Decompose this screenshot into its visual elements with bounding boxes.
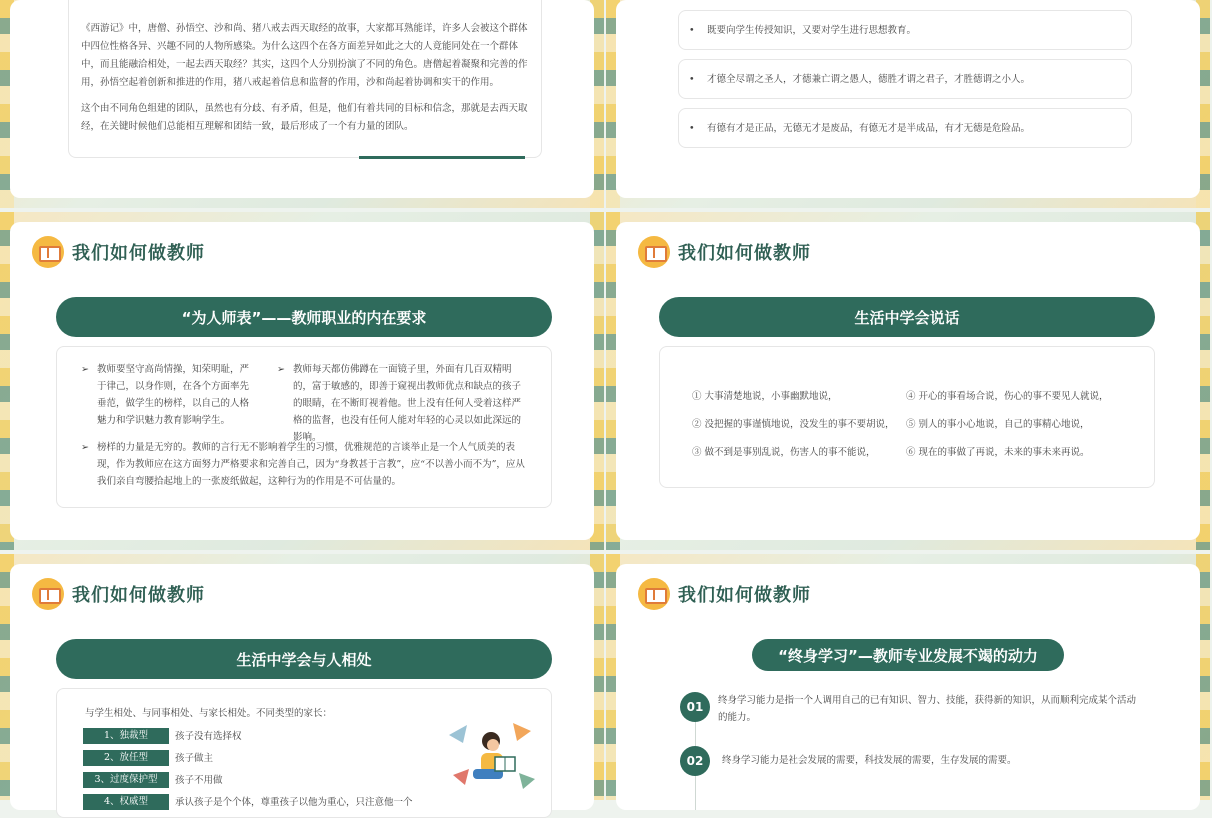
intro-text: 与学生相处、与同事相处、与家长相处。不同类型的家长：	[85, 708, 333, 719]
slide-card	[616, 0, 1200, 198]
content-box	[659, 346, 1155, 488]
parent-type-row	[83, 793, 433, 811]
slide-header	[32, 236, 205, 268]
slide-lifelong-learning	[606, 554, 1210, 800]
parent-type-tag: 2、放任型	[83, 750, 169, 766]
section-pill: “终身学习”—教师专业发展不竭的动力	[752, 639, 1064, 671]
slide-card	[616, 222, 1200, 540]
slide-getting-along	[0, 554, 604, 808]
book-icon	[638, 236, 670, 268]
step-text: 终身学习能力是指一个人调用自己的已有知识、智力、技能，获得新的知识，从而顺利完成某个活动的能力。	[718, 695, 1137, 723]
content-box	[56, 346, 552, 508]
story-paragraph: 《西游记》中，唐僧、孙悟空、沙和尚、猪八戒去西天取经的故事，大家都耳熟能详，许多人会被这个群体中四位性格各异、兴趣不同的人物所感染。为什么这四个在各方面差异如此之大的人竟能同处在一个群体中，而且能融洽相处，一起去西天取经？其实，这四个人分别扮演了不同的角色。唐僧起着凝聚和完善的作用，孙悟空起着创新和推进的作用，猪八戒起着信息和监督的作用，沙和尚起着协调和实干的作用。	[81, 23, 528, 88]
bullet-marker: •	[689, 122, 695, 134]
accent-bar	[359, 156, 525, 159]
parent-type-row	[83, 727, 433, 745]
slide-header	[638, 578, 811, 610]
slide-header	[32, 578, 205, 610]
bullet-item	[81, 361, 251, 429]
parent-types-list	[83, 727, 433, 815]
parent-type-row	[83, 771, 433, 789]
bullet-marker: •	[689, 24, 695, 36]
slide-virtue-talent	[606, 0, 1210, 208]
text-box	[68, 0, 542, 158]
section-pill: 生活中学会说话	[659, 297, 1155, 337]
arrow-marker: ➢	[81, 442, 89, 453]
bullet-text: 教师要坚守高尚情操，知荣明耻，严于律己，以身作则，在各个方面率先垂范，做学生的榜样，以自己的人格魅力和学识魅力教育影响学生。	[97, 364, 250, 426]
book-icon	[32, 578, 64, 610]
tip-item: ⑤ 别人的事小心地说，自己的事精心地说，	[906, 419, 1090, 430]
arrow-marker: ➢	[81, 364, 89, 375]
reading-girl-illustration	[443, 715, 539, 805]
team-paragraph: 这个由不同角色组建的团队，虽然也有分歧、有矛盾，但是，他们有着共同的目标和信念，那就是去西天取经，在关键时候他们总能相互理解和团结一致，最后形成了一个有力量的团队。	[81, 103, 528, 132]
slide-speaking	[606, 212, 1210, 550]
step-number: 02	[680, 746, 710, 776]
tip-item: ③ 做不到是事别乱说，伤害人的事不能说，	[692, 447, 876, 458]
bullet-box	[678, 59, 1132, 99]
slide-role-model	[0, 212, 604, 550]
slide-card	[10, 0, 594, 198]
slide-card	[10, 222, 594, 540]
parent-type-desc: 承认孩子是个个体，尊重孩子以他为重心，只注意他一个	[175, 796, 413, 808]
section-pill: 生活中学会与人相处	[56, 639, 552, 679]
slide-header	[638, 236, 811, 268]
parent-type-tag: 3、过度保护型	[83, 772, 169, 788]
tips-left	[692, 383, 902, 467]
parent-type-tag: 4、权威型	[83, 794, 169, 810]
header-title: 我们如何做教师	[678, 243, 811, 264]
tips-right	[906, 383, 1146, 467]
parent-type-desc: 孩子不用做	[175, 774, 223, 786]
parent-type-desc: 孩子做主	[175, 752, 214, 764]
book-icon	[32, 236, 64, 268]
slide-card	[10, 564, 594, 810]
bullet-text: 教师每天都仿佛蹲在一面镜子里，外面有几百双精明的，富于敏感的，即善于窥视出教师优点和缺点的孩子的眼睛，在不断盯视着他。世上没有任何人受着这样严格的监督，也没有任何人能对年轻的心灵以如此深远的影响。	[293, 364, 522, 443]
step-text: 终身学习能力是社会发展的需要，科技发展的需要，生存发展的需要。	[722, 755, 1017, 766]
header-title: 我们如何做教师	[72, 585, 205, 606]
bullet-text: 既要向学生传授知识，又要对学生进行思想教育。	[707, 24, 917, 36]
bullet-text: 榜样的力量是无穷的。教师的言行无不影响着学生的习惯，优雅规范的言谈举止是一个人气质美的表现，作为教师应在这方面努力严格要求和完善自己，因为“身教甚于言教”，应“不以善小而不为”，应从我们亲自弯腰拾起地上的一张废纸做起，这种行为的作用是不可估量的。	[97, 442, 525, 487]
bullet-item	[81, 439, 531, 490]
header-title: 我们如何做教师	[72, 243, 205, 264]
arrow-marker: ➢	[277, 364, 285, 375]
tip-item: ② 没把握的事谨慎地说，没发生的事不要胡说，	[692, 419, 895, 430]
slide-journey-to-west	[0, 0, 604, 208]
tip-item: ① 大事清楚地说，小事幽默地说，	[692, 391, 838, 402]
bullet-box	[678, 108, 1132, 148]
bullet-text: 才德全尽谓之圣人，才德兼亡谓之愚人，德胜才谓之君子，才胜德谓之小人。	[707, 73, 1031, 85]
slide-card	[616, 564, 1200, 810]
tip-item: ④ 开心的事看场合说，伤心的事不要见人就说，	[906, 391, 1109, 402]
content-box	[56, 688, 552, 818]
parent-type-tag: 1、独裁型	[83, 728, 169, 744]
header-title: 我们如何做教师	[678, 585, 811, 606]
book-icon	[638, 578, 670, 610]
parent-type-row	[83, 749, 433, 767]
step-number: 01	[680, 692, 710, 722]
bullet-box	[678, 10, 1132, 50]
bullet-item	[277, 361, 529, 446]
section-pill: “为人师表”——教师职业的内在要求	[56, 297, 552, 337]
bullet-text: 有德有才是正品，无德无才是废品，有德无才是半成品，有才无德是危险品。	[707, 122, 1031, 134]
parent-type-desc: 孩子没有选择权	[175, 730, 242, 742]
tip-item: ⑥ 现在的事做了再说，未来的事未来再说。	[906, 447, 1090, 458]
bullet-marker: •	[689, 73, 695, 85]
